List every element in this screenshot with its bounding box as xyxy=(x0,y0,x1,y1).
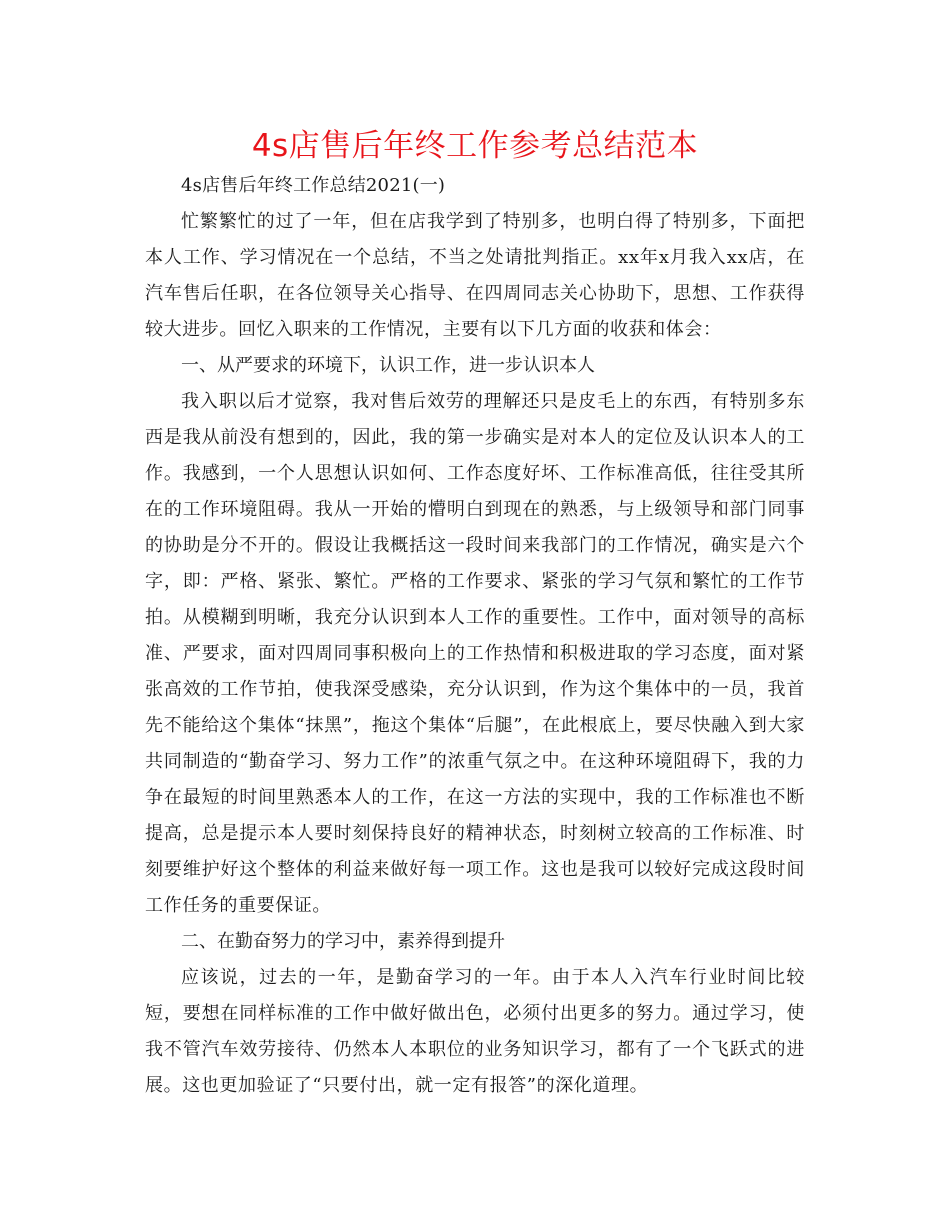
paragraph-section-2: 应该说，过去的一年，是勤奋学习的一年。由于本人入汽车行业时间比较短，要想在同样标准的工作中做好做出色，必须付出更多的努力。通过学习，使我不管汽车效劳接待、仍然本人本职位的业务知识学习，都有了一个飞跃式的进展。这也更加验证了“只要付出，就一定有报答”的深化道理。 xyxy=(145,967,805,1096)
document-title: 4s店售后年终工作参考总结范本 xyxy=(251,128,699,164)
section-heading-2: 二、在勤奋努力的学习中，素养得到提升 xyxy=(181,931,505,952)
paragraph-section-1: 我入职以后才觉察，我对售后效劳的理解还只是皮毛上的东西，有特别多东西是我从前没有想到的，因此，我的第一步确实是对本人的定位及认识本人的工作。我感到，一个人思想认识如何、工作态度好坏、工作标准高低，往往受其所在的工作环境阻碍。我从一开始的懵明白到现在的熟悉，与上级领导和部门同事的协助是分不开的。假设让我概括这一段时间来我部门的工作情况，确实是六个字，即：严格、紧张、繁忙。严格的工作要求、紧张的学习气氛和繁忙的工作节拍。从模糊到明晰，我充分认识到本人工作的重要性。工作中，面对领导的高标准、严要求，面对四周同事积极向上的工作热情和积极进取的学习态度，面对紧张高效的工作节拍，使我深受感染，充分认识到，作为这个集体中的一员，我首先不能给这个集体“抹黑”，拖这个集体“后腿”，在此根底上，要尽快融入到大家共同制造的“勤奋学习、努力工作”的浓重气氛之中。在这种环境阻碍下，我的力争在最短的时间里熟悉本人的工作，在这一方法的实现中，我的工作标准也不断提高，总是提示本人要时刻保持良好的精神状态，时刻树立较高的工作标准、时刻要维护好这个整体的利益来做好每一项工作。这也是我可以较好完成这段时间工作任务的重要保证。 xyxy=(145,391,805,916)
section-heading-1: 一、从严要求的环境下，认识工作，进一步认识本人 xyxy=(181,355,595,376)
paragraph-intro: 忙繁繁忙的过了一年，但在店我学到了特别多，也明白得了特别多，下面把本人工作、学习情况在一个总结，不当之处请批判指正。xx年x月我入xx店，在汽车售后任职，在各位领导关心指导、在四周同志关心协助下，思想、工作获得较大进步。回忆入职来的工作情况，主要有以下几方面的收获和体会： xyxy=(145,211,805,340)
document-body xyxy=(145,168,805,1104)
document-subtitle: 4s店售后年终工作总结2021(一) xyxy=(181,175,446,196)
